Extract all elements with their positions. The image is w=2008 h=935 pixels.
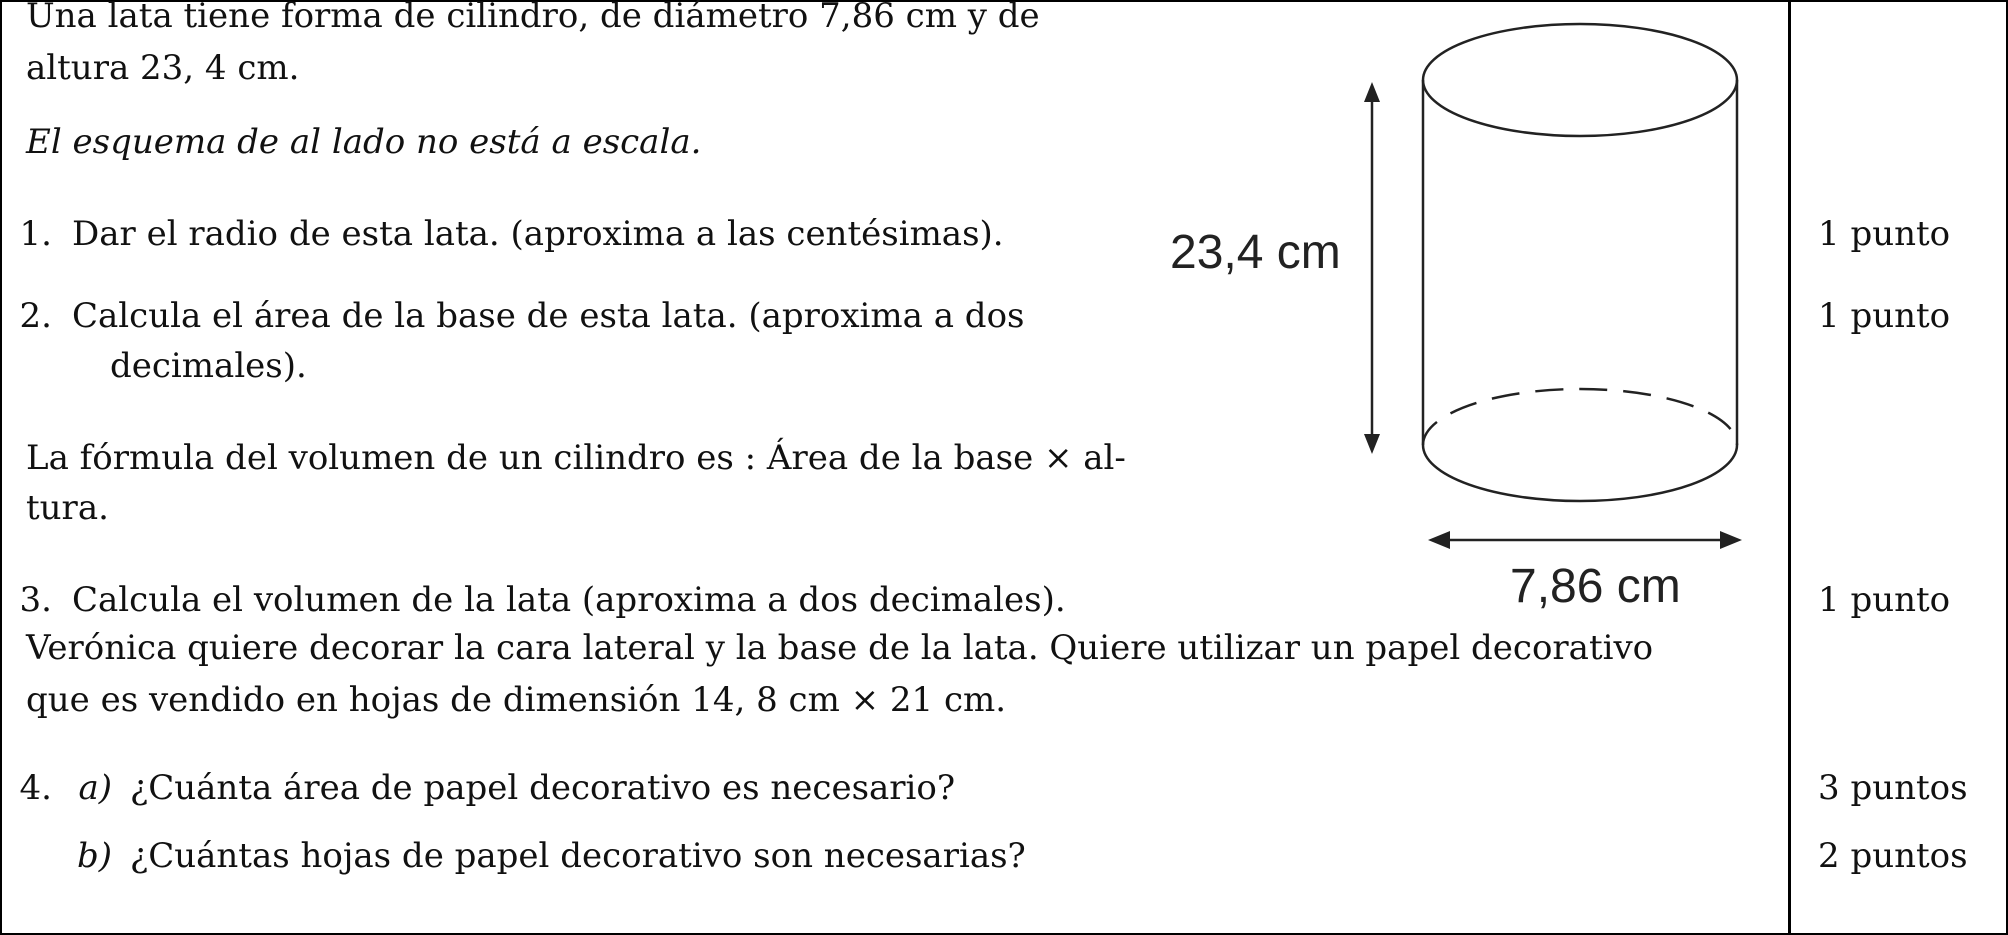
height-arrow-bottom-head: [1364, 434, 1380, 454]
question-2-text-line-2: decimales).: [110, 346, 307, 386]
veronica-line-1: Verónica quiere decorar la cara lateral y la base de la lata. Quiere utilizar un papel decorativo: [26, 628, 1654, 668]
points-column-divider: [1788, 0, 1791, 935]
cylinder-bottom-hidden-arc: [1423, 389, 1737, 445]
question-4a-points: 3 puntos: [1818, 768, 1968, 808]
cylinder-top-ellipse: [1423, 24, 1737, 136]
cylinder-diagram: [1140, 10, 1760, 620]
question-4b-text: ¿Cuántas hojas de papel decorativo son necesarias?: [130, 836, 1026, 876]
intro-line-2: altura 23, 4 cm.: [26, 48, 300, 88]
question-4-number: 4.: [19, 768, 52, 808]
question-4a-text: ¿Cuánta área de papel decorativo es necesario?: [130, 768, 956, 808]
question-4b-points: 2 puntos: [1818, 836, 1968, 876]
scale-note: El esquema de al lado no está a escala.: [26, 122, 702, 162]
question-3-number: 3.: [19, 580, 52, 620]
question-4b-label: b): [76, 836, 112, 876]
height-arrow-top-head: [1364, 82, 1380, 102]
formula-line-2: tura.: [26, 488, 109, 528]
question-4b: [72, 834, 1026, 878]
intro-line-1: Una lata tiene forma de cilindro, de diámetro 7,86 cm y de: [26, 0, 1040, 36]
question-4a-label: a): [78, 768, 112, 808]
diameter-label: 7,86 cm: [1510, 560, 1681, 613]
question-2-text-line-1: Calcula el área de la base de esta lata. (aproxima a dos: [72, 296, 1025, 336]
question-3-text: Calcula el volumen de la lata (aproxima a dos decimales).: [72, 580, 1066, 620]
veronica-line-2: que es vendido en hojas de dimensión 14, 8 cm × 21 cm.: [26, 680, 1007, 720]
diameter-arrow-right-head: [1720, 531, 1742, 549]
question-2-number: 2.: [19, 296, 52, 336]
question-2: [0, 294, 1024, 338]
question-1: [0, 212, 1004, 256]
question-1-points: 1 punto: [1818, 214, 1951, 254]
question-3: [0, 578, 1066, 622]
question-1-number: 1.: [19, 214, 52, 254]
question-3-points: 1 punto: [1818, 580, 1951, 620]
question-2-points: 1 punto: [1818, 296, 1951, 336]
formula-line-1: La fórmula del volumen de un cilindro es : Área de la base × al-: [26, 438, 1126, 478]
diameter-arrow-left-head: [1428, 531, 1450, 549]
question-1-text: Dar el radio de esta lata. (aproxima a las centésimas).: [72, 214, 1004, 254]
cylinder-bottom-front-arc: [1423, 445, 1737, 501]
height-label: 23,4 cm: [1170, 226, 1341, 279]
question-4a: [0, 766, 955, 810]
